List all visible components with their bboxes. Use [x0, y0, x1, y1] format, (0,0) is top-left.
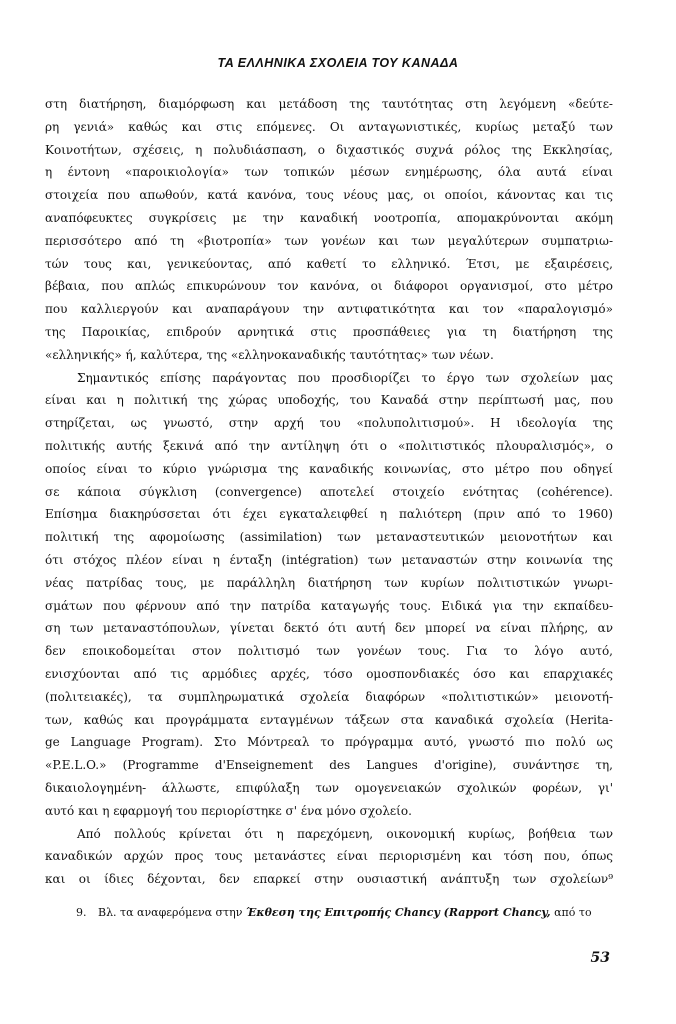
text-line: πολιτική της αφομοίωσης (assimilation) των μεταναστευτικών μειονοτήτων και	[45, 530, 613, 545]
text-line: η έντονη «παροικιολογία» των τοπικών μέσων ενημέρωσης, όλα αυτά είναι	[45, 165, 613, 180]
text-line: «P.E.L.O.» (Programme d'Enseignement des Langues d'origine), συνάντησε τη,	[45, 758, 613, 773]
text-line: περισσότερο από τη «βιοτροπία» των γονέων και των μεγαλύτερων συμπατριω-	[45, 233, 613, 248]
text-line: στηρίζεται, ως γνωστό, στην αρχή του «πολυπολιτισμού». Η ιδεολογία της	[45, 416, 613, 431]
text-line: δεν εποικοδομείται στον πολιτισμό των γονέων τους. Για το λόγο αυτό,	[45, 644, 613, 659]
page-number: 53	[590, 950, 610, 966]
text-line: Από πολλούς κρίνεται ότι η παρεχόμενη, οικονομική κυρίως, βοήθεια των	[77, 826, 613, 841]
text-line: ση των μεταναστόπουλων, γίνεται δεκτό ότι αυτή δεν μπορεί να είναι πλήρης, αν	[45, 621, 613, 636]
text-line: Κοινοτήτων, σχέσεις, η πολυδιάσπαση, ο διχαστικός συχνά ρόλος της Εκκλησίας,	[45, 142, 613, 157]
text-line: «ελληνικής» ή, καλύτερα, της «ελληνοκαναδικής ταυτότητας» των νέων.	[45, 347, 494, 362]
text-line: ρη γενιά» καθώς και στις επόμενες. Οι ανταγωνιστικές, κυρίως μεταξύ των	[45, 119, 613, 134]
text-line: ενισχύονται από τις αρμόδιες αρχές, τόσο ομοσπονδιακές όσο και επαρχιακές	[45, 666, 613, 681]
footnote-lead-text: Βλ. τα αναφερόμενα στην	[98, 906, 243, 919]
text-line: δικαιολογημένη- άλλωστε, επιφύλαξη των ομογενειακών σχολικών φορέων, γι'	[45, 780, 613, 795]
text-line: ge Language Program). Στο Μόντρεαλ το πρόγραμμα αυτό, γνωστό πιο πολύ ως	[45, 735, 613, 750]
footnote-cited-title: Έκθεση της Επιτροπής Chancy (Rapport Chancy,	[245, 906, 551, 919]
body-text	[45, 93, 613, 891]
text-line: Σημαντικός επίσης παράγοντας που προσδιορίζει το έργο των σχολείων μας	[77, 370, 613, 385]
text-line: αναπόφευκτες συγκρίσεις με την καναδική νοοτροπία, απομακρύνονται ακόμη	[45, 210, 613, 225]
text-line: σμάτων που φέρνουν από την πατρίδα καταγωγής τους. Ειδικά για την εκπαίδευ-	[45, 598, 613, 613]
text-line: Επίσημα διακηρύσσεται ότι έχει εγκαταλειφθεί η παλιότερη (πριν από το 1960)	[45, 507, 613, 522]
footnote-number: 9.	[76, 906, 87, 919]
text-line: νέας πατρίδας τους, με παράλληλη διατήρηση των κυρίων πολιτιστικών γνωρι-	[45, 575, 613, 590]
footnote	[76, 906, 606, 919]
text-line: της Παροικίας, επιδρούν αρνητικά στις προσπάθειες για τη διατήρηση της	[45, 324, 613, 339]
text-line: στοιχεία που απωθούν, κατά κανόνα, τους νέους μας, οι οποίοι, κάνοντας και τις	[45, 188, 613, 203]
text-line: που καλλιεργούν και αναπαράγουν την αντιφατικότητα και τον «παραλογισμό»	[45, 302, 613, 317]
text-line: και οι ίδιες δέχονται, δεν επαρκεί στην ουσιαστική ανάπτυξη των σχολείων⁹	[45, 872, 613, 887]
text-line: στη διατήρηση, διαμόρφωση και μετάδοση της ταυτότητας στη λεγόμενη «δεύτε-	[45, 97, 613, 111]
text-line: οποίος είναι το κύριο γνώρισμα της καναδικής κοινωνίας, στο μέτρο που οδηγεί	[45, 461, 613, 476]
footnote-tail-text: από το	[554, 906, 592, 919]
text-line: σε κάποια σύγκλιση (convergence) αποτελεί στοιχείο ενότητας (cohérence).	[45, 484, 613, 499]
text-line: (πολιτειακές), τα συμπληρωματικά σχολεία διαφόρων «πολιτιστικών» μειονοτή-	[45, 689, 613, 704]
text-line: βέβαια, που απλώς επικυρώνουν τον κανόνα, οι διάφοροι οργανισμοί, στο μέτρο	[45, 279, 613, 294]
text-line: καναδικών αρχών προς τους μετανάστες είναι περιορισμένη και τόση που, όπως	[45, 849, 613, 864]
text-line: τών τους και, γενικεύοντας, από καθετί το ελληνικό. Έτσι, με εξαιρέσεις,	[45, 256, 613, 271]
text-line: πολιτικής αυτής ξεκινά από την αντίληψη ότι ο «πολιτιστικός πλουραλισμός», ο	[45, 438, 613, 453]
running-header: ΤΑ ΕΛΛΗΝΙΚΑ ΣΧΟΛΕΙΑ ΤΟΥ ΚΑΝΑΔΑ	[217, 56, 459, 70]
text-line: είναι και η πολιτική της χώρας υποδοχής, του Καναδά στην περίπτωσή μας, που	[45, 393, 613, 408]
text-line: αυτό και η εφαρμογή του περιορίστηκε σ' ένα μόνο σχολείο.	[45, 803, 412, 818]
text-line: ότι στόχος πλέον είναι η ένταξη (intégration) των μεταναστών στην κοινωνία της	[45, 552, 613, 567]
text-line: των, καθώς και προγράμματα ενταγμένων τάξεων στα καναδικά σχολεία (Herita-	[45, 712, 613, 727]
